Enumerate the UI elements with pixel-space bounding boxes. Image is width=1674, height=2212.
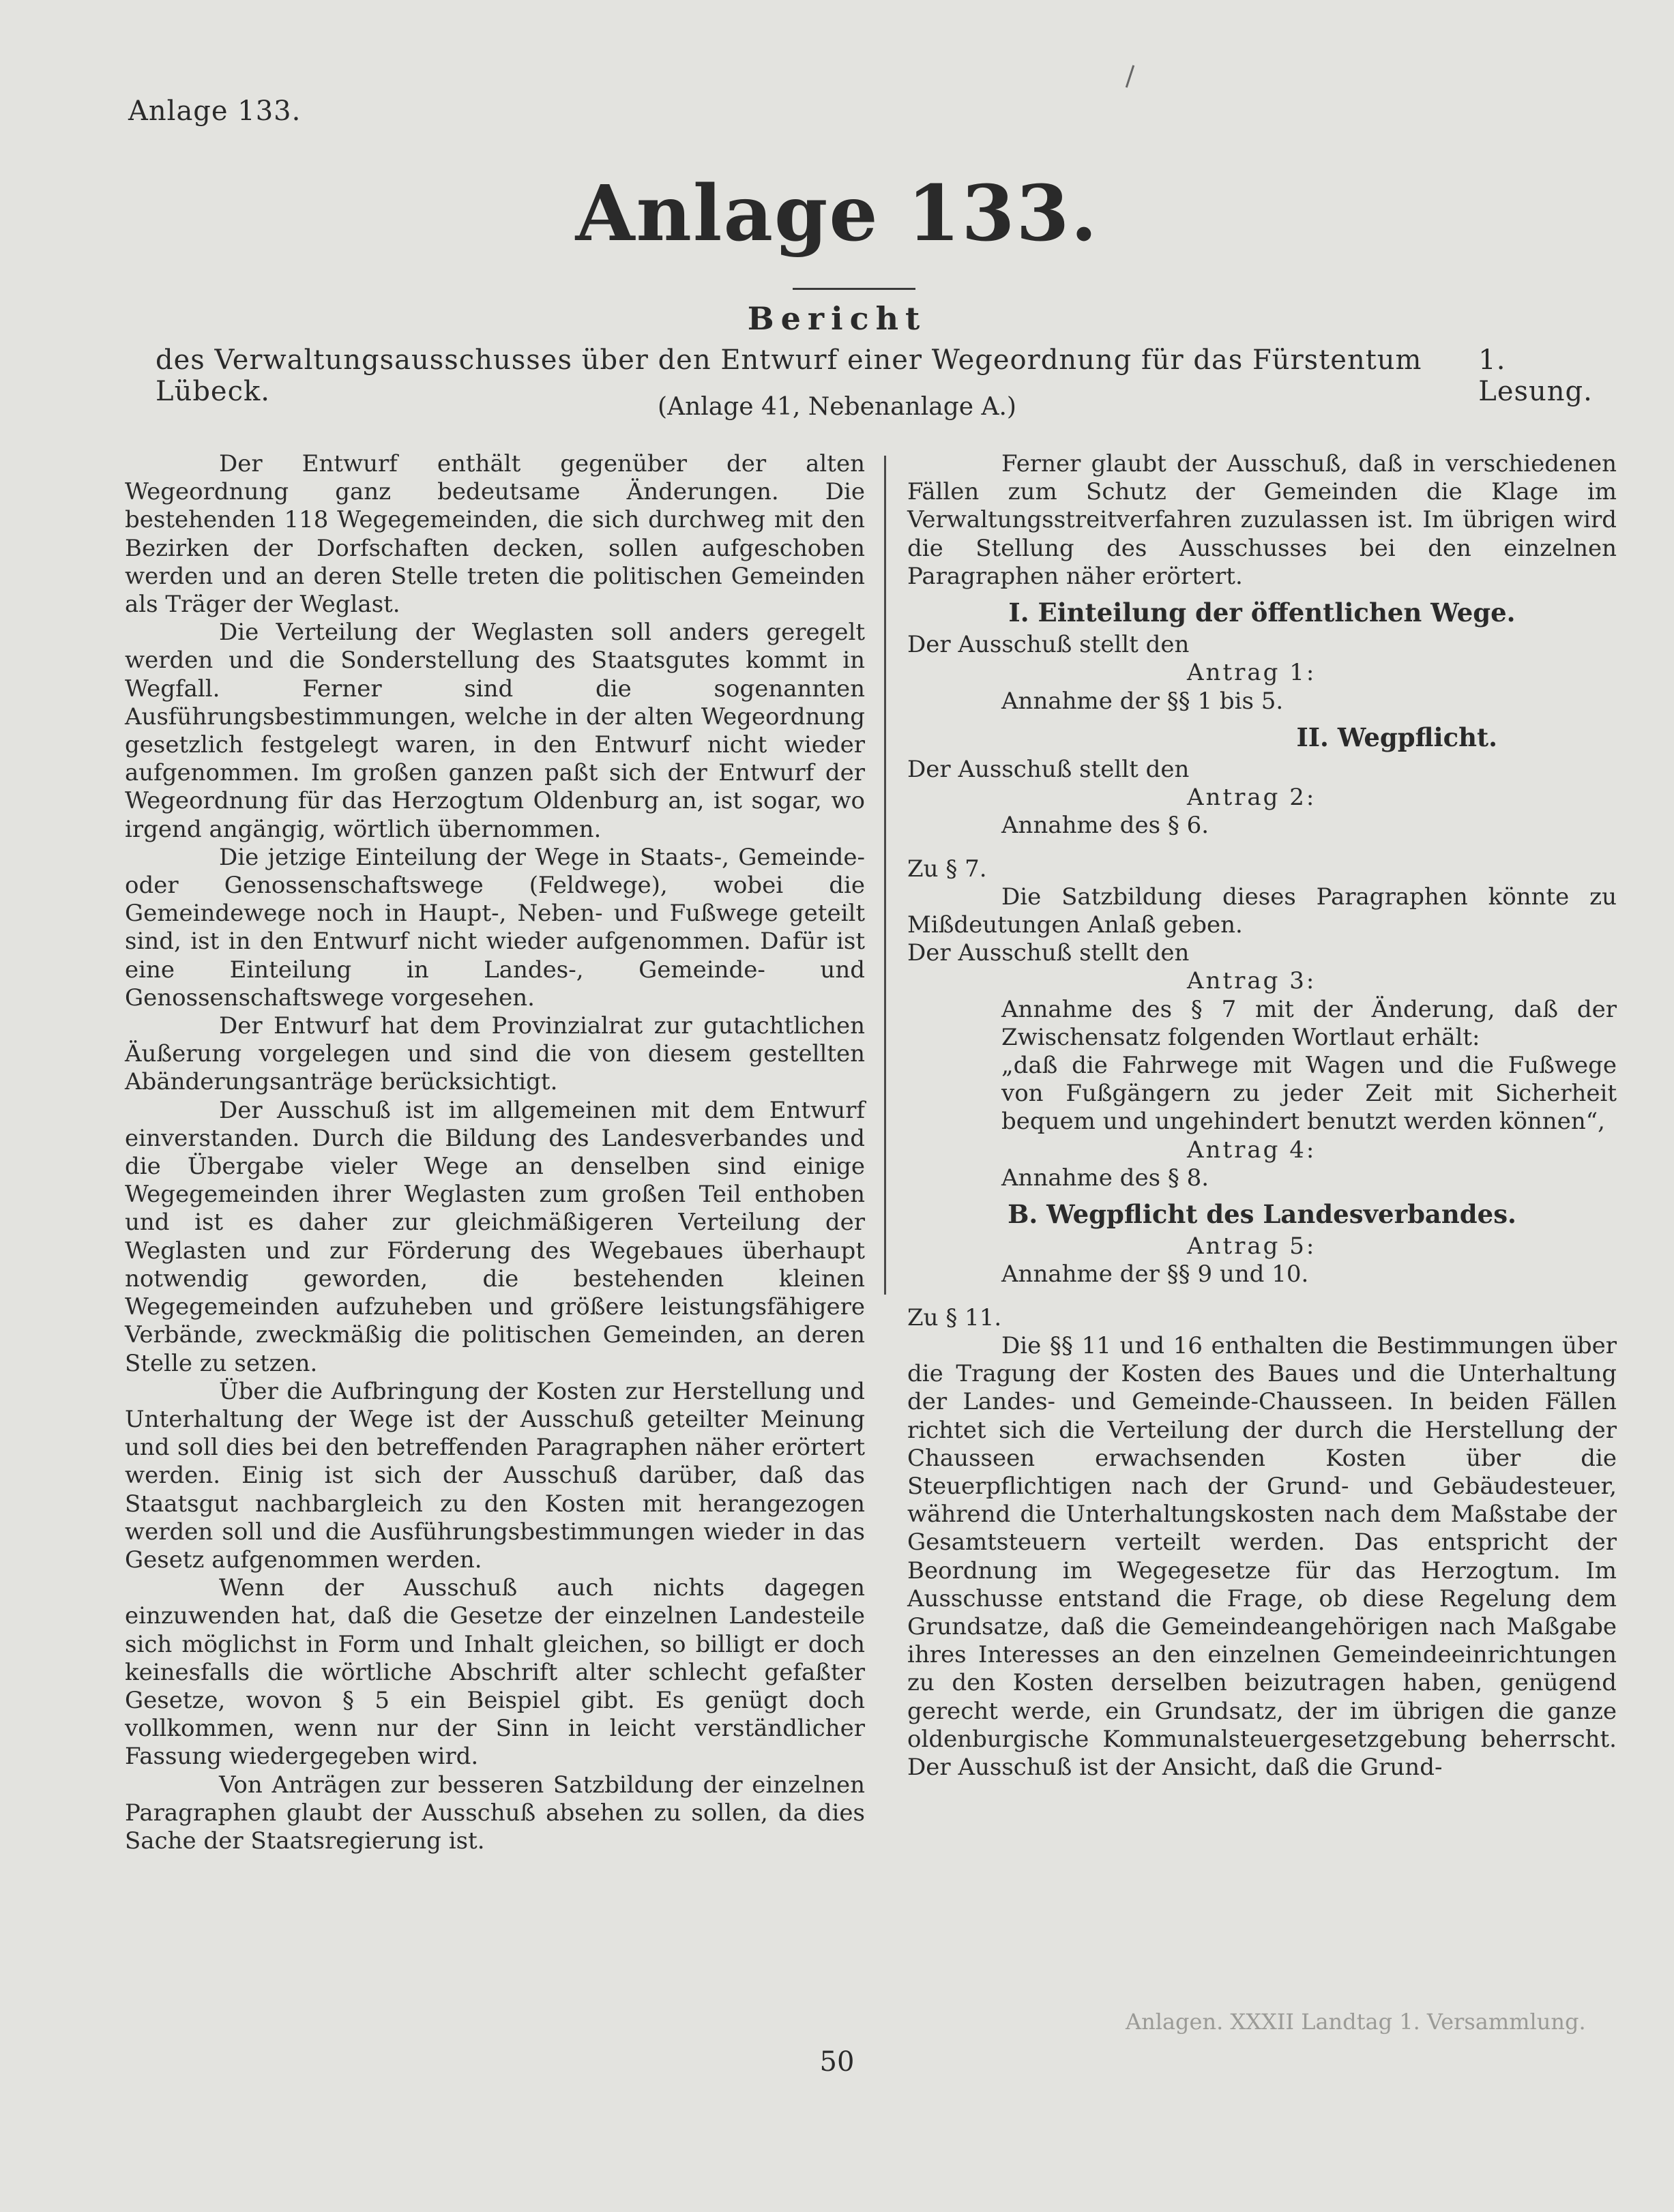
paragraph: Der Ausschuß stellt den bbox=[907, 756, 1190, 784]
motion-text: Annahme des § 6. bbox=[1001, 812, 1209, 840]
title-divider bbox=[793, 288, 915, 290]
paragraph-reference: Zu § 11. bbox=[907, 1303, 1002, 1331]
bleed-through-text: Anlagen. XXXII Landtag 1. Versammlung. bbox=[1126, 2009, 1586, 2035]
paragraph: Von Anträgen zur besseren Satzbildung der einzelnen Paragraphen glaubt der Ausschuß absehen zu sollen, da dies Sache der Staatsregierung ist. bbox=[125, 1771, 865, 1855]
motion-text: Annahme des § 8. bbox=[1001, 1164, 1209, 1192]
paragraph: Der Ausschuß stellt den bbox=[907, 939, 1190, 967]
page-title: Anlage 133. bbox=[575, 169, 1099, 259]
subtitle-note: (Anlage 41, Nebenanlage A.) bbox=[658, 393, 1016, 421]
paragraph: Der Ausschuß ist im allgemeinen mit dem Entwurf einverstanden. Durch die Bildung des Landesverbandes und die Übergabe vieler Wege an denselben sind einige Wegegemeinden ihrer Weglasten zum großen Teil enthoben und ist es daher zur gleichmäßigeren Verteilung der Weglasten und zur Förderung des Wegebaues überhaupt notwendig geworden, die bestehenden kleinen Wegegemeinden aufzuheben und größere leistungsfähigere Verbände, zweckmäßig die politischen Gemeinden, an deren Stelle zu setzen. bbox=[125, 1096, 865, 1377]
subtitle-reading: 1. Lesung. bbox=[1478, 344, 1593, 407]
motion-quote: „daß die Fahrwege mit Wagen und die Fußwege von Fußgängern zu jeder Zeit mit Sicherheit bequem und ungehindert benutzt werden können“, bbox=[1001, 1052, 1617, 1136]
motion-text: Annahme des § 7 mit der Änderung, daß der Zwischensatz folgenden Wortlaut erhält: bbox=[1001, 995, 1617, 1051]
motion-label: Antrag 2: bbox=[1187, 784, 1317, 812]
paragraph: Über die Aufbringung der Kosten zur Herstellung und Unterhaltung der Wege ist der Ausschuß geteilter Meinung und soll dies bei den betreffenden Paragraphen näher erörtert werden. Einig ist sich der Ausschuß darüber, daß das Staatsgut nachbargleich zu den Kosten mit herangezogen werden soll und die Ausführungsbestimmungen wieder in das Gesetz aufgenommen werden. bbox=[125, 1377, 865, 1574]
paragraph: Ferner glaubt der Ausschuß, daß in verschiedenen Fällen zum Schutz der Gemeinden die Klage im Verwaltungsstreitverfahren zuzulassen ist. Im übrigen wird die Stellung des Ausschusses bei den einzelnen Paragraphen näher erörtert. bbox=[907, 450, 1617, 590]
motion-label: Antrag 3: bbox=[1187, 967, 1317, 995]
motion-label: Antrag 1: bbox=[1187, 659, 1317, 687]
motion-text: Annahme der §§ 9 und 10. bbox=[1001, 1260, 1309, 1288]
subtitle-main: des Verwaltungsausschusses über den Entwurf einer Wegeordnung für das Fürstentum Lübeck. bbox=[156, 344, 1422, 407]
running-title: Anlage 133. bbox=[128, 95, 302, 127]
paragraph: Die §§ 11 und 16 enthalten die Bestimmungen über die Tragung der Kosten des Baues und die Unterhaltung der Landes- und Gemeinde-Chausseen. In beiden Fällen richtet sich die Verteilung der durch die Herstellung der Chausseen erwachsenden Kosten über die Steuerpflichtigen nach der Grund- und Gebäudesteuer, während die Unterhaltungskosten nach dem Maßstabe der Gesamtsteuern verteilt werden. Das entspricht der Beordnung im Wegegesetze für das Herzogtum. Im Ausschusse entstand die Frage, ob diese Regelung dem Grundsatze, daß die Gemeindeangehörigen nach Maßgabe ihres Interesses an den einzelnen Gemeindeeinrichtungen zu den Kosten derselben beizutragen haben, genügend gerecht werde, ein Grundsatz, der im übrigen die ganze oldenburgische Kommunalsteuergesetzgebung beherrscht. Der Ausschuß ist der Ansicht, daß die Grund- bbox=[907, 1331, 1617, 1781]
page-number: 50 bbox=[819, 2046, 855, 2078]
motion-label: Antrag 5: bbox=[1187, 1233, 1317, 1260]
section-heading: B. Wegpflicht des Landesverbandes. bbox=[1008, 1199, 1516, 1230]
paragraph: Die Verteilung der Weglasten soll anders geregelt werden und die Sonderstellung des Staatsgutes kommt in Wegfall. Ferner sind die sogenannten Ausführungsbestimmungen, welche in der alten Wegeordnung gesetzlich festgelegt waren, in den Entwurf nicht wieder aufgenommen. Im großen ganzen paßt sich der Entwurf der Wegeordnung für das Herzogtum Oldenburg an, ist sogar, wo irgend angängig, wörtlich übernommen. bbox=[125, 619, 865, 843]
pencil-mark bbox=[1126, 65, 1134, 87]
section-heading: II. Wegpflicht. bbox=[1296, 722, 1497, 752]
paragraph: Der Ausschuß stellt den bbox=[907, 631, 1190, 659]
motion-text: Annahme der §§ 1 bis 5. bbox=[1001, 687, 1284, 715]
paragraph-reference: Zu § 7. bbox=[907, 855, 987, 883]
motion-label: Antrag 4: bbox=[1187, 1136, 1317, 1164]
right-column bbox=[907, 450, 1617, 1782]
section-heading: I. Einteilung der öffentlichen Wege. bbox=[1008, 598, 1516, 628]
paragraph: Der Entwurf enthält gegenüber der alten Wegeordnung ganz bedeutsame Änderungen. Die bestehenden 118 Wegegemeinden, die sich durchweg mit den Bezirken der Dorfschaften decken, sollen aufgeschoben werden und an deren Stelle treten die politischen Gemeinden als Träger der Weglast. bbox=[125, 450, 865, 619]
column-divider bbox=[884, 456, 886, 1295]
left-column bbox=[125, 450, 865, 1855]
paragraph: Der Entwurf hat dem Provinzialrat zur gutachtlichen Äußerung vorgelegen und sind die von diesem gestellten Abänderungsanträge berücksichtigt. bbox=[125, 1012, 865, 1096]
paragraph: Die Satzbildung dieses Paragraphen könnte zu Mißdeutungen Anlaß geben. bbox=[907, 883, 1617, 939]
paragraph: Wenn der Ausschuß auch nichts dagegen einzuwenden hat, daß die Gesetze der einzelnen Landesteile sich möglichst in Form und Inhalt gleichen, so billigt er doch keinesfalls die wörtliche Abschrift alter schlecht gefaßter Gesetze, wovon § 5 ein Beispiel gibt. Es genügt doch vollkommen, wenn nur der Sinn in leicht verständlicher Fassung wiedergegeben wird. bbox=[125, 1574, 865, 1771]
report-heading: Bericht bbox=[747, 300, 927, 337]
paragraph: Die jetzige Einteilung der Wege in Staats-, Gemeinde- oder Genossenschaftswege (Feldwege), wobei die Gemeindewege noch in Haupt-, Neben- und Fußwege geteilt sind, ist in den Entwurf nicht wieder aufgenommen. Dafür ist eine Einteilung in Landes-, Gemeinde- und Genossenschaftswege vorgesehen. bbox=[125, 843, 865, 1012]
